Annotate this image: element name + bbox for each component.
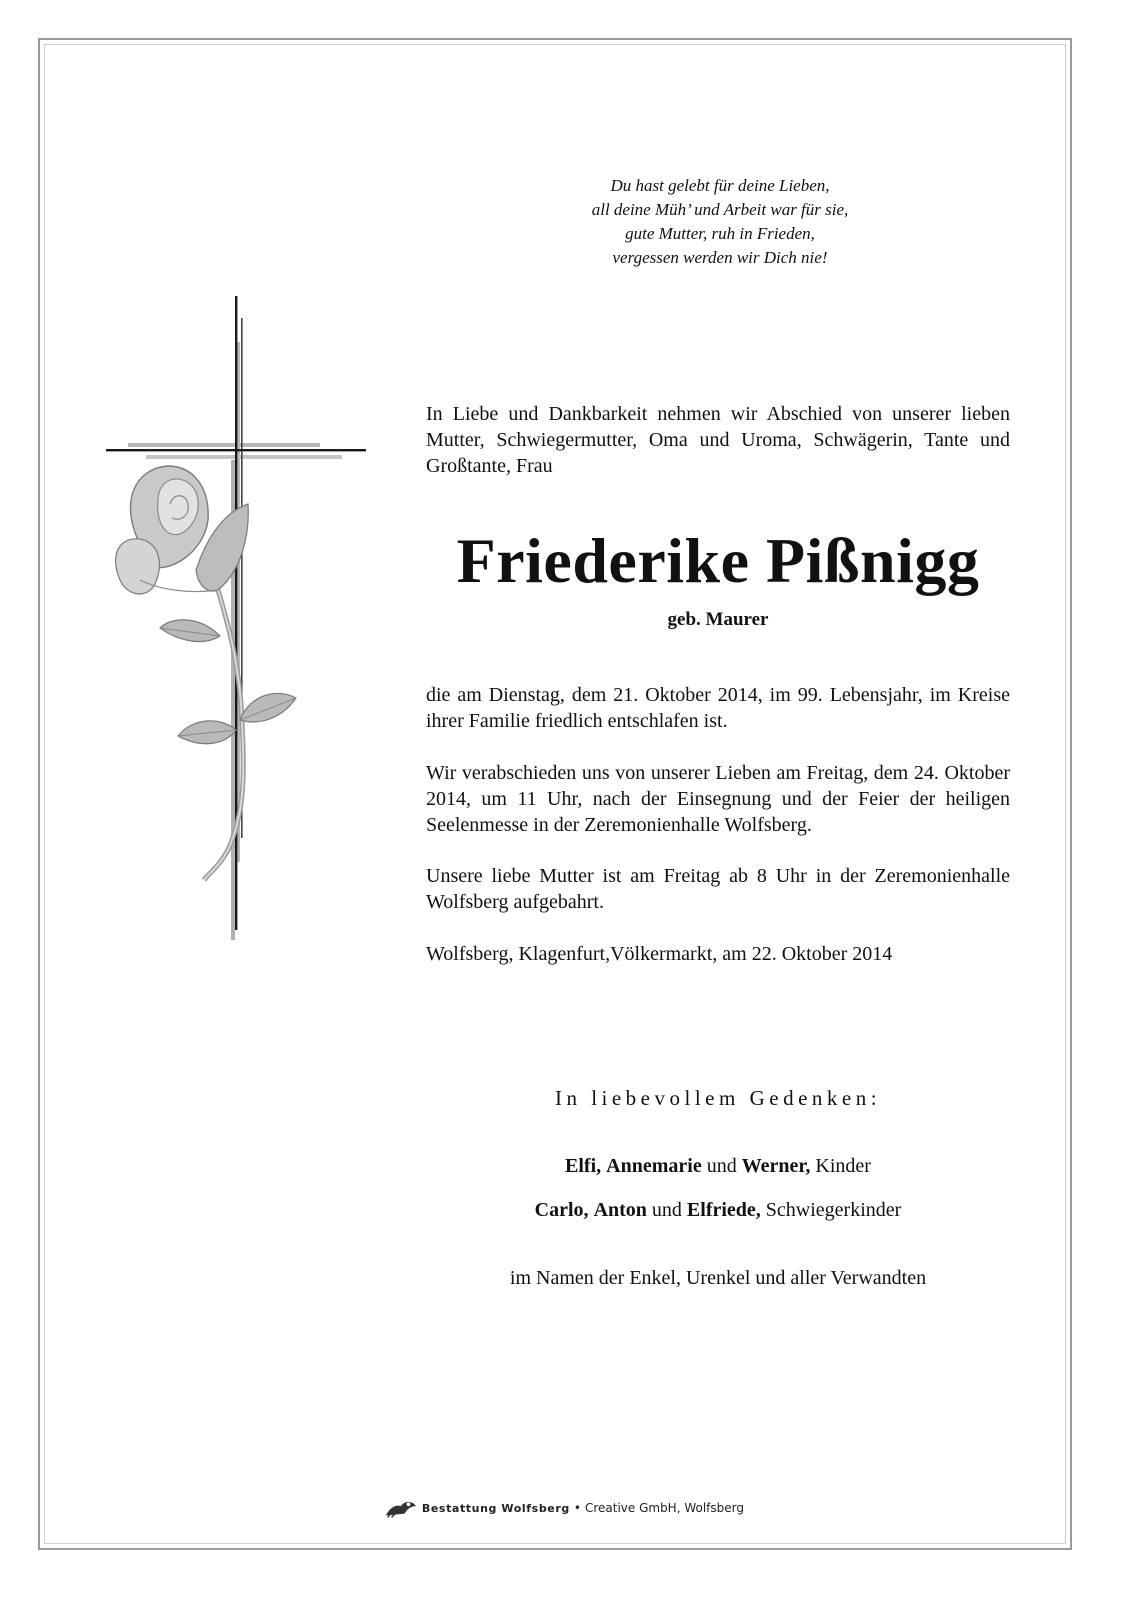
- conjunction: und: [706, 1155, 737, 1177]
- mourner-name: Carlo,: [534, 1199, 589, 1221]
- bestattung-logo-icon: [384, 1496, 418, 1520]
- memory-heading: In liebevollem Gedenken:: [554, 1086, 882, 1110]
- place-date-line: Wolfsberg, Klagenfurt,Völkermarkt, am 22. Oktober 2014: [426, 943, 893, 965]
- maiden-name: geb. Maurer: [667, 609, 769, 630]
- mourner-name: Werner,: [741, 1155, 811, 1177]
- funeral-details-paragraph: Wir verabschieden uns von unserer Lieben am Freitag, dem 24. Oktober 2014, um 11 Uhr, nach der Einsegnung und der Feier der heiligen Seelenmesse in der Zeremonienhalle Wolfsberg.: [426, 762, 1010, 836]
- cross-with-rose-icon: [100, 290, 380, 940]
- conjunction: und: [651, 1199, 682, 1221]
- mourners-children: [426, 1153, 1010, 1179]
- poem-line: all deine Müh’ und Arbeit war für sie,: [591, 200, 849, 219]
- death-notice-paragraph: die am Dienstag, dem 21. Oktober 2014, im 99. Lebensjahr, im Kreise ihrer Familie friedlich entschlafen ist.: [426, 684, 1010, 732]
- mourner-role: Schwiegerkinder: [765, 1199, 902, 1221]
- poem: [560, 174, 880, 270]
- mourner-name: Annemarie: [606, 1155, 702, 1177]
- poem-line: Du hast gelebt für deine Lieben,: [610, 176, 830, 195]
- mourner-role: Kinder: [815, 1155, 871, 1177]
- poem-line: gute Mutter, ruh in Frieden,: [625, 224, 815, 243]
- intro-text: In Liebe und Dankbarkeit nehmen wir Abschied von unserer lieben Mutter, Schwiegermutter, Oma und Uroma, Schwägerin, Tante und Großtante, Frau: [426, 403, 1010, 477]
- footer-brand: Bestattung Wolfsberg: [421, 1501, 570, 1515]
- poem-line: vergessen werden wir Dich nie!: [612, 248, 828, 267]
- mourner-name: Elfriede,: [686, 1199, 761, 1221]
- mourners-closing: im Namen der Enkel, Urenkel und aller Verwandten: [509, 1267, 927, 1289]
- footer-company: Creative GmbH, Wolfsberg: [584, 1501, 744, 1515]
- mourner-name: Anton: [593, 1199, 647, 1221]
- deceased-name: Friederike Pißnigg: [456, 525, 980, 596]
- mourner-name: Elfi,: [565, 1155, 602, 1177]
- footer-separator: •: [573, 1501, 581, 1515]
- footer: [384, 1494, 744, 1522]
- mourners-in-laws: [426, 1197, 1010, 1223]
- viewing-paragraph: Unsere liebe Mutter ist am Freitag ab 8 Uhr in der Zeremonienhalle Wolfsberg aufgebahrt.: [426, 865, 1010, 913]
